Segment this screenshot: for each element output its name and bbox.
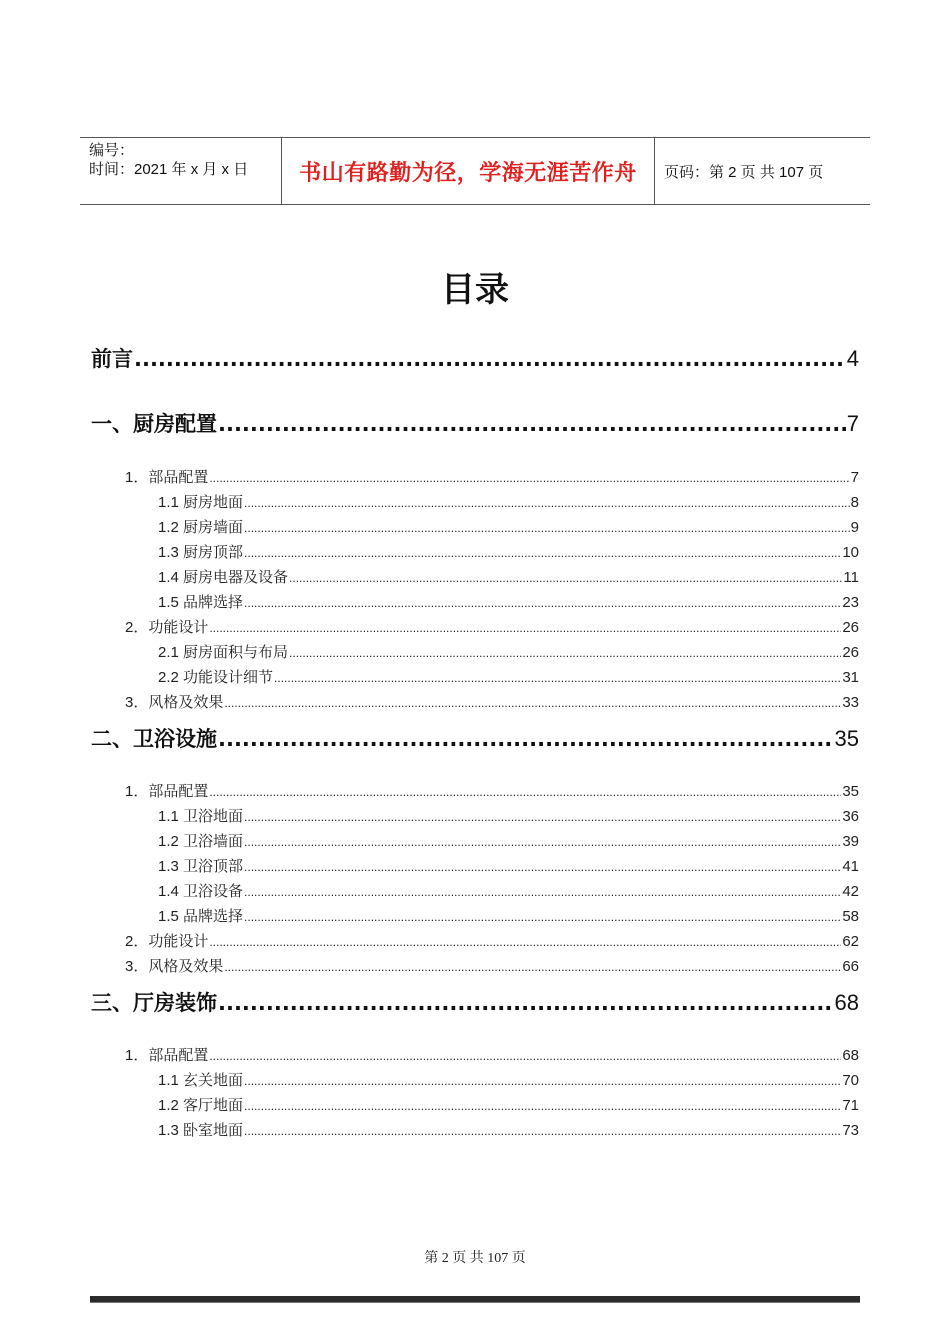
toc-entry-page: 4 (846, 346, 859, 371)
toc-leader-dots (244, 885, 841, 899)
toc-entry[interactable] (125, 466, 859, 487)
toc-entry-page: 33 (842, 694, 859, 711)
toc-entry-text: 1.2 客厅地面 (158, 1097, 244, 1114)
toc-entry[interactable] (158, 805, 859, 826)
toc-entry-page: 7 (850, 469, 859, 486)
header-table (80, 137, 870, 205)
toc-leader-dots (244, 546, 841, 560)
toc-entry-page: 62 (842, 933, 859, 950)
toc-entry-page: 23 (842, 594, 859, 611)
toc-entry-text: 2．功能设计 (125, 619, 209, 636)
toc-entry[interactable] (91, 987, 859, 1017)
toc-entry-text: 前言 (91, 347, 133, 371)
toc-leader-dots (244, 1099, 841, 1113)
toc-leader-dots (244, 835, 841, 849)
toc-entry[interactable] (158, 541, 859, 562)
toc-leader-dots (289, 646, 841, 660)
toc-entry[interactable] (158, 591, 859, 612)
toc-entry-page: 10 (842, 544, 859, 561)
toc-leader-dots (209, 471, 849, 485)
toc-leader-dots (218, 991, 834, 1015)
toc-entry-page: 35 (842, 783, 859, 800)
toc-entry-text: 1.1 厨房地面 (158, 494, 244, 511)
toc-leader-dots (244, 910, 841, 924)
toc-entry[interactable] (158, 1119, 859, 1140)
toc-entry-text: 1.1 玄关地面 (158, 1072, 244, 1089)
toc-entry-page: 66 (842, 958, 859, 975)
toc-entry-page: 26 (842, 644, 859, 661)
toc-entry[interactable] (91, 408, 859, 438)
toc-entry-page: 42 (842, 883, 859, 900)
toc-entry[interactable] (125, 616, 859, 637)
toc-entry[interactable] (125, 930, 859, 951)
toc-entry-page: 8 (850, 494, 859, 511)
toc-entry[interactable] (91, 343, 859, 373)
toc-leader-dots (218, 412, 846, 436)
toc-entry-page: 58 (842, 908, 859, 925)
toc-entry-page: 68 (842, 1047, 859, 1064)
toc-entry-text: 3．风格及效果 (125, 694, 224, 711)
document-time-label: 时间：2021 年 x 月 x 日 (89, 161, 249, 178)
toc-entry-text: 三、厅房装饰 (91, 991, 217, 1015)
toc-leader-dots (209, 935, 841, 949)
toc-entry-text: 3．风格及效果 (125, 958, 224, 975)
toc-entry-page: 26 (842, 619, 859, 636)
toc-entry[interactable] (158, 1094, 859, 1115)
toc-leader-dots (209, 621, 841, 635)
toc-entry-text: 1.5 品牌选择 (158, 908, 244, 925)
toc-leader-dots (244, 860, 841, 874)
toc-entry-text: 2.2 功能设计细节 (158, 669, 274, 686)
toc-entry[interactable] (91, 723, 859, 753)
toc-entry-text: 1.1 卫浴地面 (158, 808, 244, 825)
toc-entry[interactable] (158, 880, 859, 901)
header-meta (80, 138, 281, 204)
toc-entry-page: 9 (850, 519, 859, 536)
toc-title: 目录 (441, 270, 509, 310)
toc-entry-page: 11 (843, 569, 859, 586)
document-number-label: 编号： (89, 142, 135, 159)
header-page-info: 页码：第 2 页 共 107 页 (664, 163, 824, 181)
toc-entry-text: 一、厨房配置 (91, 412, 217, 436)
toc-entry[interactable] (125, 780, 859, 801)
toc-leader-dots (224, 960, 841, 974)
toc-leader-dots (218, 727, 834, 751)
toc-entry-page: 41 (842, 858, 859, 875)
toc-entry[interactable] (125, 691, 859, 712)
toc-entry-text: 二、卫浴设施 (91, 727, 217, 751)
toc-entry-text: 2．功能设计 (125, 933, 209, 950)
toc-entry-text: 1.3 厨房顶部 (158, 544, 244, 561)
toc-entry[interactable] (125, 1044, 859, 1065)
toc-leader-dots (244, 496, 850, 510)
toc-entry[interactable] (158, 1069, 859, 1090)
toc-entry[interactable] (158, 566, 859, 587)
toc-leader-dots (224, 696, 841, 710)
toc-leader-dots (244, 1074, 841, 1088)
toc-entry-text: 1.3 卧室地面 (158, 1122, 244, 1139)
footer-rule (90, 1296, 860, 1303)
toc-entry-text: 1.5 品牌选择 (158, 594, 244, 611)
toc-leader-dots (209, 1049, 841, 1063)
footer-page-number: 第 2 页 共 107 页 (424, 1251, 526, 1266)
toc-entry[interactable] (158, 516, 859, 537)
toc-entry-text: 1.2 卫浴墙面 (158, 833, 244, 850)
toc-entry[interactable] (125, 955, 859, 976)
toc-entry-page: 36 (842, 808, 859, 825)
toc-entry[interactable] (158, 855, 859, 876)
toc-leader-dots (244, 810, 841, 824)
toc-entry-text: 1．部品配置 (125, 469, 209, 486)
toc-entry[interactable] (158, 666, 859, 687)
toc-entry-text: 2.1 厨房面积与布局 (158, 644, 289, 661)
toc-entry-page: 70 (842, 1072, 859, 1089)
toc-entry-text: 1．部品配置 (125, 783, 209, 800)
toc-leader-dots (274, 671, 841, 685)
toc-leader-dots (244, 1124, 841, 1138)
toc-entry-page: 68 (834, 990, 859, 1015)
toc-entry-text: 1.4 厨房电器及设备 (158, 569, 289, 586)
toc-entry-page: 39 (842, 833, 859, 850)
toc-leader-dots (244, 521, 850, 535)
toc-entry-text: 1.2 厨房墙面 (158, 519, 244, 536)
toc-entry-text: 1.4 卫浴设备 (158, 883, 244, 900)
toc-entry-page: 31 (842, 669, 859, 686)
toc-entry-text: 1.3 卫浴顶部 (158, 858, 244, 875)
toc-entry[interactable] (158, 905, 859, 926)
toc-leader-dots (244, 596, 841, 610)
toc-entry-page: 35 (834, 726, 859, 751)
toc-leader-dots (209, 785, 841, 799)
toc-entry-page: 73 (842, 1122, 859, 1139)
toc-entry[interactable] (158, 641, 859, 662)
toc-entry-text: 1．部品配置 (125, 1047, 209, 1064)
header-motto: 书山有路勤为径，学海无涯苦作舟 (281, 138, 655, 204)
toc-leader-dots (289, 571, 842, 585)
toc-entry[interactable] (158, 830, 859, 851)
toc-entry-page: 7 (846, 411, 859, 436)
toc-entry-page: 71 (842, 1097, 859, 1114)
toc-entry[interactable] (158, 491, 859, 512)
toc-leader-dots (134, 347, 846, 371)
